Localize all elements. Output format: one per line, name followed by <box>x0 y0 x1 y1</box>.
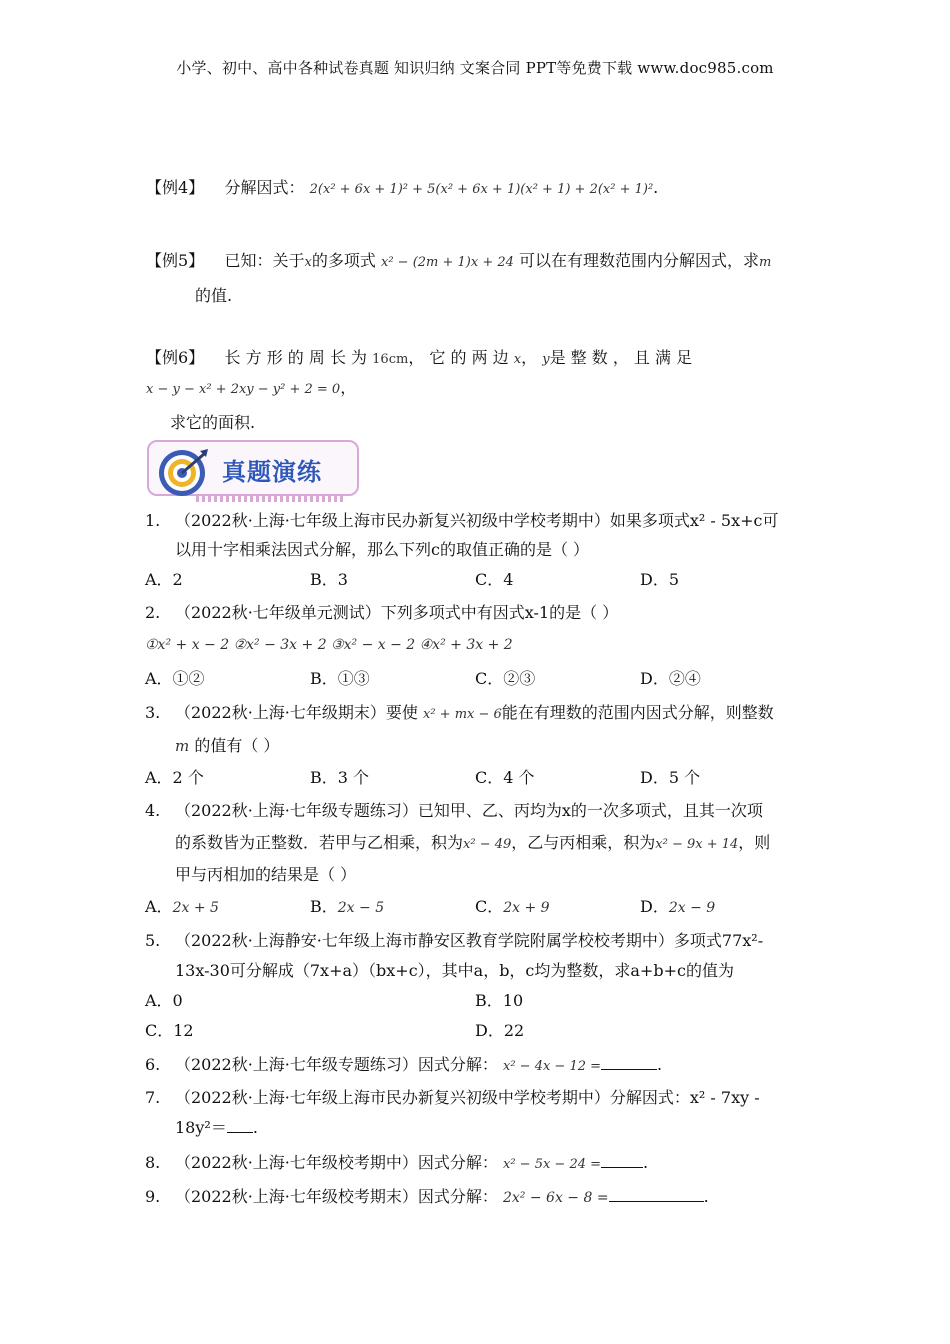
question-8 <box>145 1150 648 1173</box>
question-number: 6. <box>145 1055 161 1074</box>
question-3-cont <box>175 733 279 756</box>
example-formula: 2(x² + 6x + 1)² + 5(x² + 6x + 1)(x² + 1) + 2(x² + 1)² <box>309 182 654 197</box>
period: . <box>252 1118 258 1137</box>
question-7 <box>145 1085 760 1108</box>
question-text: （2022秋·上海·七年级上海市民办新复兴初级中学校考期中）分解因式：x² - 7xy - <box>175 1088 760 1107</box>
section-title: 真题演练 <box>222 458 322 486</box>
option-label: B． <box>310 897 338 916</box>
question-5-cont: 13x-30可分解成（7x+a）（bx+c），其中a，b，c均为整数，求a+b+c的值为 <box>175 961 734 980</box>
question-text: （2022秋·上海·七年级上海市民办新复兴初级中学校考期中）如果多项式x² - 5x+c可 <box>175 511 779 530</box>
question-2 <box>145 600 618 623</box>
answer-blank[interactable] <box>227 1118 253 1133</box>
option-c: C．12 <box>145 1021 194 1040</box>
example-tag: 【例4】 <box>146 178 205 197</box>
example-6-cont: 求它的面积. <box>170 413 256 432</box>
answer-blank[interactable] <box>601 1055 657 1070</box>
comma: ， <box>340 378 357 397</box>
option-value: 2x − 9 <box>668 900 716 916</box>
example-text: 可以在有理数范围内分解因式，求 <box>519 251 760 270</box>
question-text: （2022秋·上海·七年级专题练习）因式分解： <box>175 1055 498 1074</box>
option-label: A． <box>145 897 173 916</box>
question-4-cont <box>175 830 770 853</box>
option-value: 2x − 5 <box>337 900 385 916</box>
page-header: 小学、初中、高中各种试卷真题 知识归纳 文案合同 PPT等免费下载 www.doc985.com <box>176 59 774 77</box>
question-text: （2022秋·上海静安·七年级上海市静安区教育学院附属学校校考期中）多项式77x²- <box>175 931 764 950</box>
question-text: 的值有（ ） <box>194 736 280 755</box>
question-number: 9. <box>145 1187 161 1206</box>
option-b: B．①③ <box>310 669 370 688</box>
option-c: C．4 个 <box>475 768 535 787</box>
example-text: ， 它 的 两 边 <box>408 348 509 367</box>
var-m: m <box>759 255 772 270</box>
target-icon <box>156 445 212 501</box>
option-d: D．5 <box>640 570 680 589</box>
question-9 <box>145 1184 709 1207</box>
question-text: （2022秋·上海·七年级专题练习）已知甲、乙、丙均为x的一次多项式，且其一次项 <box>175 801 763 820</box>
question-1 <box>145 508 778 531</box>
example-formula: x − y − x² + 2xy − y² + 2 = 0 <box>146 382 341 397</box>
question-number: 4. <box>145 801 161 820</box>
option-b <box>310 894 384 917</box>
var-m: m <box>175 737 190 755</box>
option-b: B．3 个 <box>310 768 370 787</box>
option-label: D． <box>640 897 669 916</box>
question-text: 能在有理数的范围内因式分解，则整数 <box>501 703 774 722</box>
example-6-equation <box>146 375 356 398</box>
example-5 <box>146 248 771 271</box>
option-value: 2x + 5 <box>172 900 219 916</box>
example-tag: 【例5】 <box>146 251 205 270</box>
example-5-cont: 的值. <box>195 286 233 305</box>
period: . <box>643 1153 649 1172</box>
example-text: 是 整 数 ， 且 满 足 <box>549 348 693 367</box>
example-text: 长 方 形 的 周 长 为 <box>224 348 368 367</box>
var-x: x <box>513 352 522 367</box>
option-value: 2x + 9 <box>503 900 550 916</box>
question-formula: x² − 4x − 12 = <box>503 1059 602 1074</box>
question-3 <box>145 700 774 723</box>
question-formula: x² − 49 <box>463 837 512 852</box>
question-text: ，乙与丙相乘，积为 <box>511 833 656 852</box>
question-formula: x² + mx − 6 <box>423 707 502 722</box>
option-c <box>475 894 550 917</box>
option-label: C． <box>475 897 504 916</box>
example-text: 分解因式： <box>224 178 305 197</box>
question-number: 3. <box>145 703 161 722</box>
question-number: 5. <box>145 931 161 950</box>
option-a: A．0 <box>145 991 183 1010</box>
answer-blank[interactable] <box>601 1153 643 1168</box>
option-a: A．2 <box>145 570 183 589</box>
question-text: （2022秋·七年级单元测试）下列多项式中有因式x-1的是（ ） <box>175 603 619 622</box>
option-c: C．②③ <box>475 669 536 688</box>
question-text: （2022秋·上海·七年级期末）要使 <box>175 703 418 722</box>
question-number: 1. <box>145 511 161 530</box>
comma: ， <box>521 348 538 367</box>
option-d: D．5 个 <box>640 768 701 787</box>
option-a: A．2 个 <box>145 768 204 787</box>
option-b: B．10 <box>475 991 524 1010</box>
question-1-cont: 以用十字相乘法因式分解，那么下列c的取值正确的是（ ） <box>175 540 590 559</box>
polynomial-list: ①x² + x − 2 ②x² − 3x + 2 ③x² − x − 2 ④x² + 3x + 2 <box>145 637 513 653</box>
question-number: 2. <box>145 603 161 622</box>
question-5 <box>145 928 763 951</box>
option-c: C．4 <box>475 570 514 589</box>
question-6 <box>145 1052 662 1075</box>
question-number: 8. <box>145 1153 161 1172</box>
question-formula: 2x² − 6x − 8 = <box>503 1190 609 1206</box>
example-formula: x² − (2m + 1)x + 24 <box>381 255 514 270</box>
perimeter-value: 16cm <box>372 352 409 367</box>
option-d <box>640 894 715 917</box>
option-b: B．3 <box>310 570 348 589</box>
example-tag: 【例6】 <box>146 348 205 367</box>
example-text: 的多项式 <box>311 251 376 270</box>
question-text: 18y²＝ <box>175 1118 227 1137</box>
question-text: （2022秋·上海·七年级校考期中）因式分解： <box>175 1153 498 1172</box>
option-d: D．②④ <box>640 669 701 688</box>
question-4 <box>145 798 763 821</box>
var-x: x <box>304 255 312 270</box>
example-4 <box>146 175 658 198</box>
banner-stripe <box>196 495 346 503</box>
answer-blank[interactable] <box>609 1187 704 1202</box>
var-y: y <box>542 352 550 367</box>
option-d: D．22 <box>475 1021 525 1040</box>
question-formula: x² − 5x − 24 = <box>503 1157 602 1172</box>
question-2-items <box>145 634 513 653</box>
period: . <box>653 178 659 197</box>
period: . <box>703 1187 709 1206</box>
period: . <box>657 1055 663 1074</box>
option-a: A．①② <box>145 669 205 688</box>
option-a <box>145 894 219 917</box>
question-formula: x² − 9x + 14 <box>655 837 739 852</box>
example-6 <box>146 345 810 368</box>
question-text: 的系数皆为正整数．若甲与乙相乘，积为 <box>175 833 464 852</box>
question-7-cont <box>175 1115 258 1138</box>
question-number: 7. <box>145 1088 161 1107</box>
question-text: ，则 <box>738 833 771 852</box>
question-4-cont2: 甲与丙相加的结果是（ ） <box>175 865 357 884</box>
example-text: 已知：关于 <box>224 251 305 270</box>
question-text: （2022秋·上海·七年级校考期末）因式分解： <box>175 1187 498 1206</box>
